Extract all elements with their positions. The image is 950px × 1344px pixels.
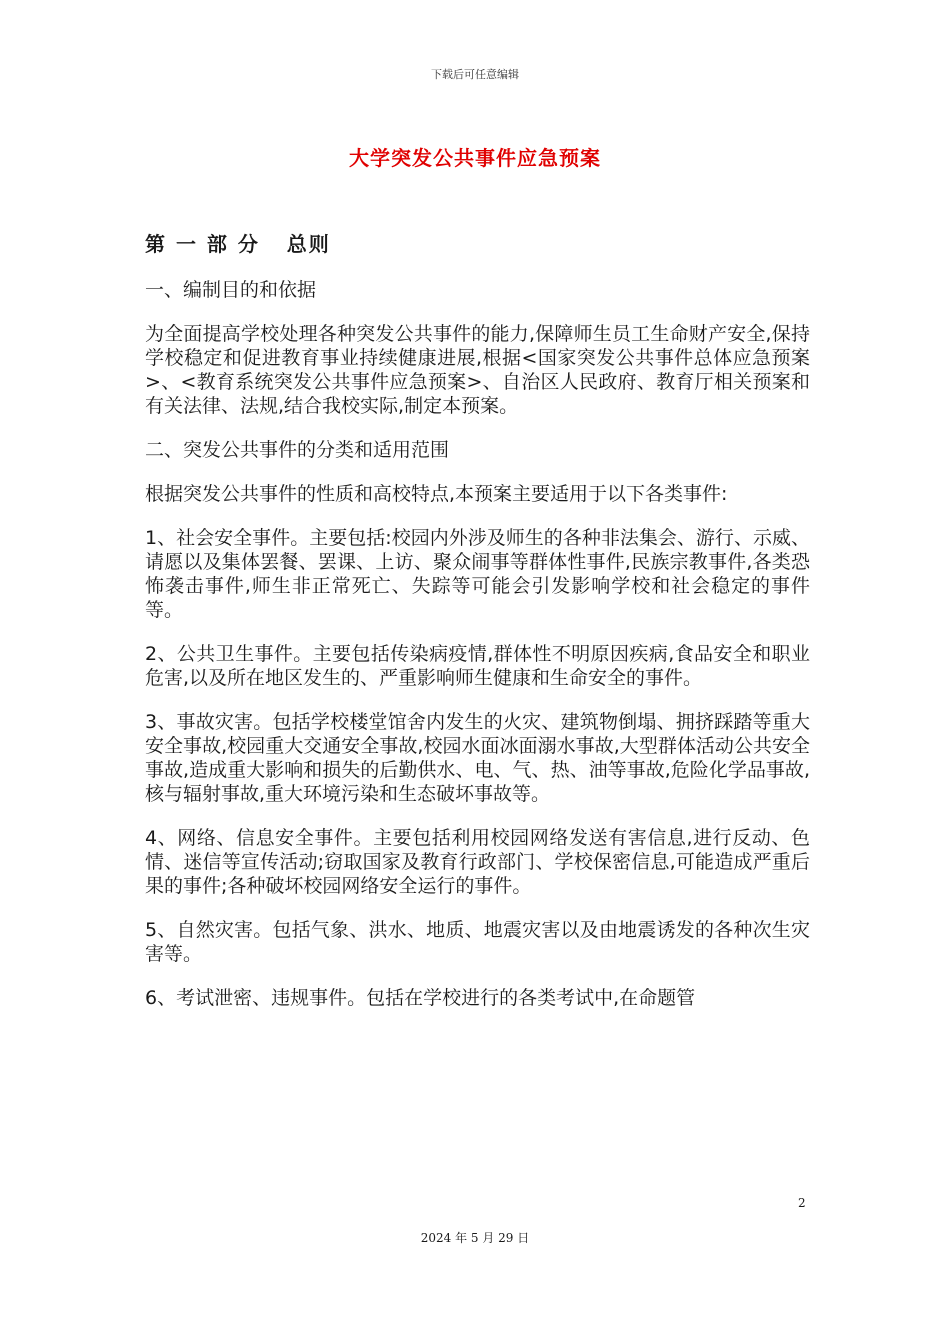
list-item-social-security: 1、社会安全事件。主要包括:校园内外涉及师生的各种非法集会、游行、示威、请愿以及集体罢餐、罢课、上访、聚众闹事等群体性事件,民族宗教事件,各类恐怖袭击事件,师生非正常死亡、失踪等可能会引发影响学校和社会稳定的事件等。 xyxy=(145,527,810,621)
paragraph-purpose: 为全面提高学校处理各种突发公共事件的能力,保障师生员工生命财产安全,保持学校稳定和促进教育事业持续健康进展,根据<国家突发公共事件总体应急预案>、<教育系统突发公共事件应急预案>、自治区人民政府、教育厅相关预案和有关法律、法规,结合我校实际,制定本预案。 xyxy=(145,323,810,417)
document-title: 大学突发公共事件应急预案 xyxy=(349,146,601,170)
paragraph-scope: 根据突发公共事件的性质和高校特点,本预案主要适用于以下各类事件: xyxy=(145,483,728,505)
header-note: 下载后可任意编辑 xyxy=(431,68,519,81)
list-item-natural-disasters: 5、自然灾害。包括气象、洪水、地质、地震灾害以及由地震诱发的各种次生灾害等。 xyxy=(145,919,810,965)
section-heading-2: 二、突发公共事件的分类和适用范围 xyxy=(145,439,450,461)
list-item-public-health: 2、公共卫生事件。主要包括传染病疫情,群体性不明原因疾病,食品安全和职业危害,以及所在地区发生的、严重影响师生健康和生命安全的事件。 xyxy=(145,643,810,689)
document-body xyxy=(145,230,810,1030)
list-item-network-security: 4、网络、信息安全事件。主要包括利用校园网络发送有害信息,进行反动、色情、迷信等宣传活动;窃取国家及教育行政部门、学校保密信息,可能造成严重后果的事件;各种破坏校园网络安全运行的事件。 xyxy=(145,827,810,897)
section-heading-1: 一、编制目的和依据 xyxy=(145,279,317,301)
footer-date: 2024 年 5 月 29 日 xyxy=(420,1231,530,1245)
list-item-accidents: 3、事故灾害。包括学校楼堂馆舍内发生的火灾、建筑物倒塌、拥挤踩踏等重大安全事故,校园重大交通安全事故,校园水面冰面溺水事故,大型群体活动公共安全事故,造成重大影响和损失的后勤供水、电、气、热、油等事故,危险化学品事故,核与辐射事故,重大环境污染和生态破坏事故等。 xyxy=(145,711,810,805)
list-item-exam-leaks: 6、考试泄密、违规事件。包括在学校进行的各类考试中,在命题管 xyxy=(145,987,696,1009)
page-number: 2 xyxy=(798,1196,806,1210)
part-heading: 第 一 部 分 总则 xyxy=(145,232,331,256)
